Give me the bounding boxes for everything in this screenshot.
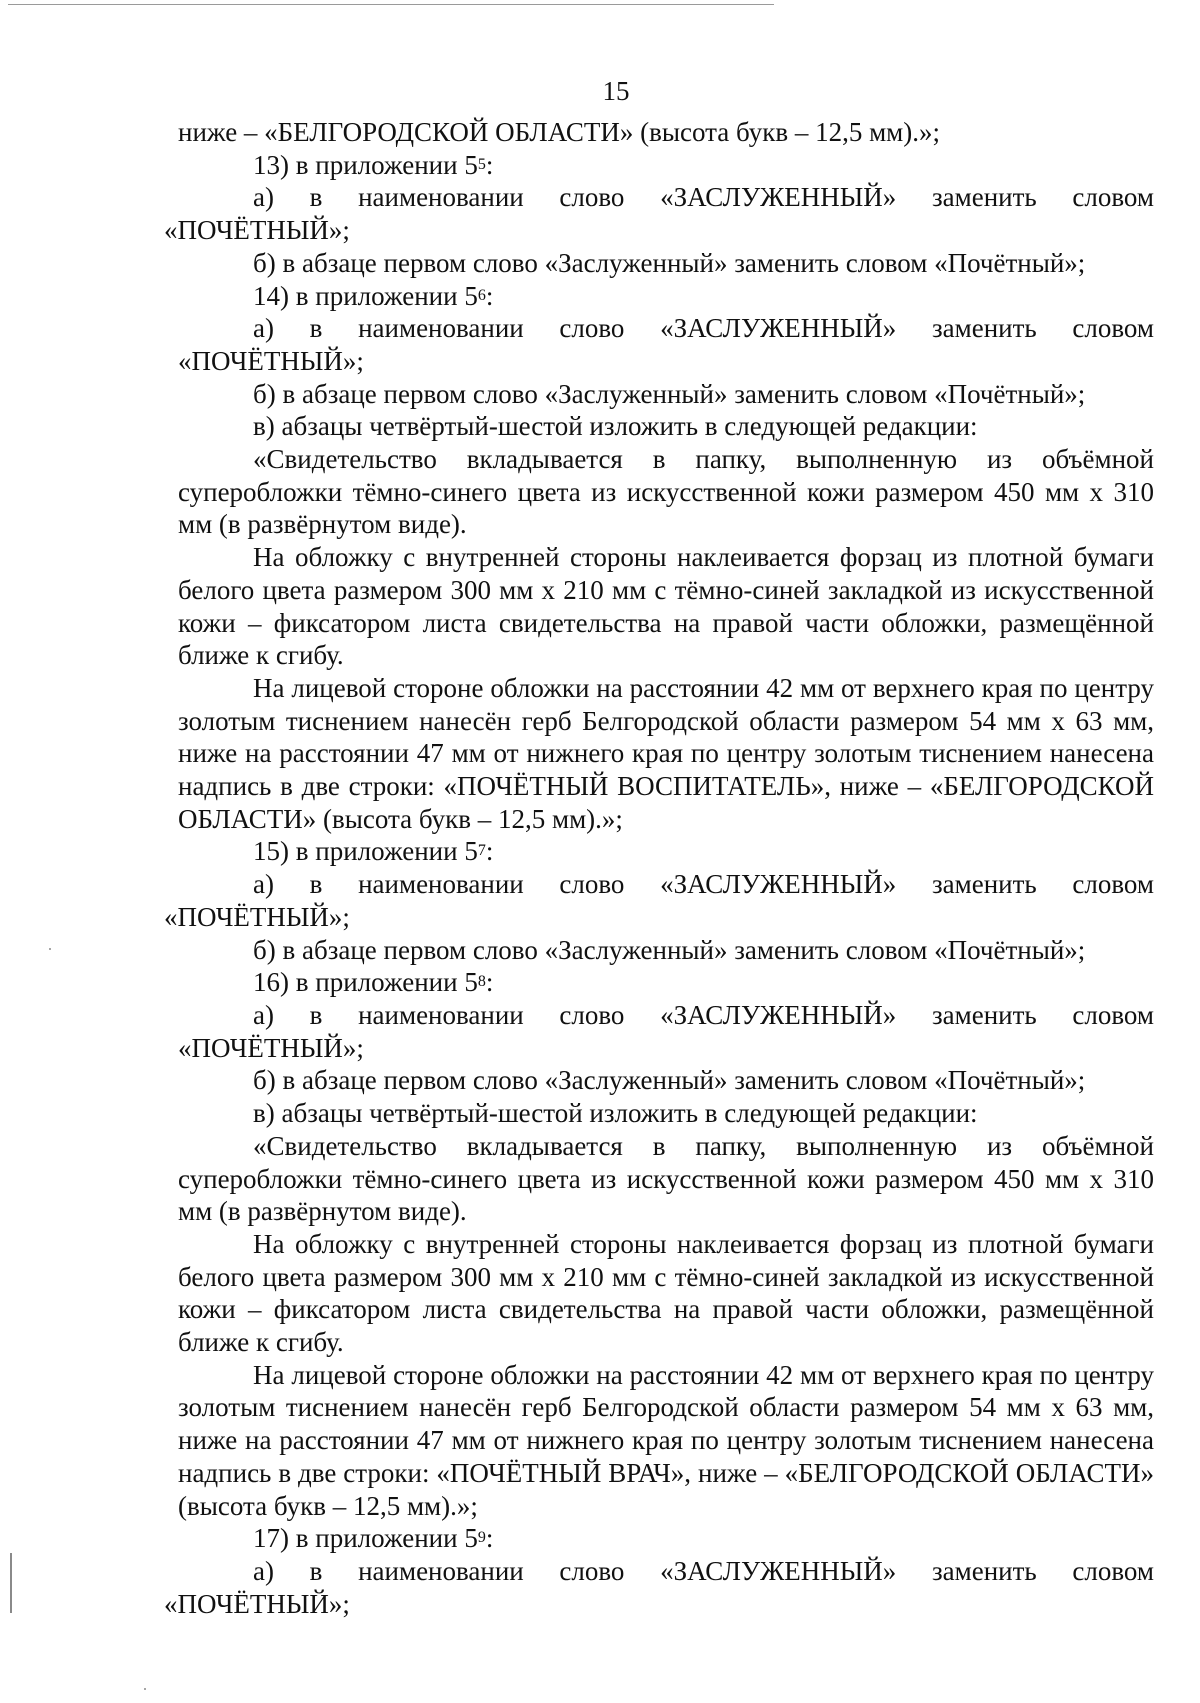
scan-top-edge-line <box>8 4 774 5</box>
paragraph: ниже – «БЕЛГОРОДСКОЙ ОБЛАСТИ» (высота букв – 12,5 мм).»; <box>178 117 940 147</box>
sub-item: б) в абзаце первом слово «Заслуженный» заменить словом «Почётный»; <box>253 1065 1086 1096</box>
sub-item: в) абзацы четвёртый-шестой изложить в следующей редакции: <box>253 411 978 442</box>
quoted-paragraph: На лицевой стороне обложки на расстоянии 42 мм от верхнего края по центру золотым тиснением нанесён герб Белгородской области размером 54 мм х 63 мм, ниже на расстоянии 47 мм от нижнего края по центру золотым тиснением нанесена надпись в две строки: «ПОЧЁТНЫЙ ВРАЧ», ниже – «БЕЛГОРОДСКОЙ ОБЛАСТИ» (высота букв – 12,5 мм).»; <box>178 1359 1154 1521</box>
sub-item: б) в абзаце первом слово «Заслуженный» заменить словом «Почётный»; <box>253 247 1086 278</box>
quoted-paragraph: «Свидетельство вкладывается в папку, выполненную из объёмной суперобложки тёмно-синего цвета из искусственной кожи размером 450 мм х 310 мм (в развёрнутом виде). <box>178 444 1154 540</box>
sub-item-line: а) в наименовании слово «ЗАСЛУЖЕННЫЙ» заменить словом <box>253 999 1154 1030</box>
sub-item-continuation: «ПОЧЁТНЫЙ»; <box>164 1588 350 1619</box>
quoted-paragraph: На лицевой стороне обложки на расстоянии 42 мм от верхнего края по центру золотым тиснением нанесён герб Белгородской области размером 54 мм х 63 мм, ниже на расстоянии 47 мм от нижнего края по центру золотым тиснением нанесена надпись в две строки: «ПОЧЁТНЫЙ ВОСПИТАТЕЛЬ», ниже – «БЕЛГОРОДСКОЙ ОБЛАСТИ» (высота букв – 12,5 мм).»; <box>178 672 1154 834</box>
sub-item-continuation: «ПОЧЁТНЫЙ»; <box>164 901 350 932</box>
sub-item: б) в абзаце первом слово «Заслуженный» заменить словом «Почётный»; <box>253 934 1086 965</box>
scan-dust-speck <box>49 948 51 950</box>
sub-item-line: а) в наименовании слово «ЗАСЛУЖЕННЫЙ» заменить словом <box>253 313 1154 344</box>
list-item-heading: 14) в приложении $5^6$: <box>253 280 494 311</box>
scan-dust-speck <box>144 1688 146 1690</box>
document-text <box>164 116 1154 1620</box>
list-item-heading: 17) в приложении $5^9$: <box>253 1523 494 1554</box>
list-item-heading: 15) в приложении $5^7$: <box>253 836 494 867</box>
sub-item-continuation: «ПОЧЁТНЫЙ»; <box>178 345 364 376</box>
list-item-heading: 13) в приложении $5^5$: <box>253 149 494 180</box>
sub-item: в) абзацы четвёртый-шестой изложить в следующей редакции: <box>253 1098 978 1129</box>
page-number: 15 <box>602 76 630 106</box>
sub-item-line: а) в наименовании слово «ЗАСЛУЖЕННЫЙ» заменить словом <box>253 1555 1154 1586</box>
quoted-paragraph: На обложку с внутренней стороны наклеивается форзац из плотной бумаги белого цвета размером 300 мм х 210 мм с тёмно-синей закладкой из искусственной кожи – фиксатором листа свидетельства на правой части обложки, размещённой ближе к сгибу. <box>178 1228 1154 1358</box>
sub-item: б) в абзаце первом слово «Заслуженный» заменить словом «Почётный»; <box>253 378 1086 409</box>
sub-item-line: а) в наименовании слово «ЗАСЛУЖЕННЫЙ» заменить словом <box>253 182 1154 213</box>
quoted-paragraph: На обложку с внутренней стороны наклеивается форзац из плотной бумаги белого цвета размером 300 мм х 210 мм с тёмно-синей закладкой из искусственной кожи – фиксатором листа свидетельства на правой части обложки, размещённой ближе к сгибу. <box>178 542 1154 671</box>
sub-item-continuation: «ПОЧЁТНЫЙ»; <box>178 1032 364 1063</box>
list-item-heading: 16) в приложении $5^8$: <box>253 967 494 998</box>
quoted-paragraph: «Свидетельство вкладывается в папку, выполненную из объёмной суперобложки тёмно-синего цвета из искусственной кожи размером 450 мм х 310 мм (в развёрнутом виде). <box>178 1130 1154 1227</box>
sub-item-line: а) в наименовании слово «ЗАСЛУЖЕННЫЙ» заменить словом <box>253 869 1154 900</box>
scan-left-edge-mark <box>10 1553 12 1613</box>
sub-item-continuation: «ПОЧЁТНЫЙ»; <box>164 215 350 246</box>
